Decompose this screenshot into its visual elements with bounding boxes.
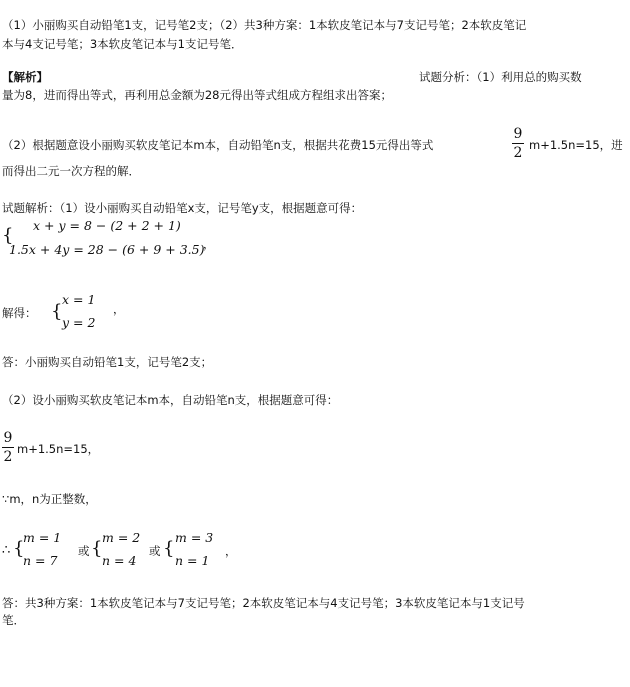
analysis-part2-tail: m+1.5n=15，进: [529, 138, 623, 152]
options-comma: ，: [225, 544, 237, 558]
fraction-denominator: 2: [513, 145, 523, 161]
option1-brace: {: [13, 538, 25, 559]
system-comma: ，: [203, 237, 215, 251]
fraction-numerator: 9: [513, 126, 523, 142]
final-answer-line-1: 答：共3种方案：1本软皮笔记本与7支记号笔；2本软皮笔记本与4支记号笔；3本软皮笔记本与1支记号: [2, 596, 525, 610]
solution-comma: ，: [113, 302, 125, 316]
system-equation-2: 1.5x + 4y = 28 − (6 + 9 + 3.5): [9, 242, 205, 257]
solution-x: x = 1: [62, 292, 96, 307]
part2-fraction: [2, 430, 14, 465]
or-2: 或: [149, 544, 161, 558]
final-answer-line-2: 笔．: [2, 613, 25, 627]
or-1: 或: [78, 544, 90, 558]
option3-brace: {: [163, 538, 175, 559]
option2-brace: {: [91, 538, 103, 559]
system-brace: {: [2, 225, 14, 246]
part2-fraction-bar: [2, 447, 14, 448]
solve-label: 解得：: [2, 306, 37, 320]
analysis-label: 【解析】: [2, 70, 48, 84]
solution-y: y = 2: [62, 315, 96, 330]
system-equation-1: x + y = 8 − (2 + 2 + 1): [33, 218, 181, 233]
part2-fraction-numerator: 9: [3, 430, 13, 446]
part2-intro: （2）设小丽购买软皮笔记本m本，自动铅笔n支，根据题意可得：: [2, 393, 339, 407]
analysis-intro: 试题分析：（1）利用总的购买数: [419, 70, 582, 84]
solution-intro: 试题解析：（1）设小丽购买自动铅笔x支，记号笔y支，根据题意可得：: [2, 201, 363, 215]
option3-n: n = 1: [175, 553, 210, 568]
analysis-intro-line2: 量为8，进而得出等式，再利用总金额为28元得出等式组成方程组求出答案；: [2, 88, 392, 102]
answer-part1: 答：小丽购买自动铅笔1支，记号笔2支；: [2, 355, 213, 369]
option2-n: n = 4: [102, 553, 137, 568]
solution-brace: {: [51, 301, 63, 322]
option1-n: n = 7: [23, 553, 58, 568]
analysis-part2: （2）根据题意设小丽购买软皮笔记本m本，自动铅笔n支，根据共花费15元得出等式: [2, 138, 434, 152]
option3-m: m = 3: [175, 530, 214, 545]
fraction-bar: [512, 143, 524, 144]
therefore-symbol: ∴: [2, 543, 11, 558]
answer-line-1: （1）小丽购买自动铅笔1支，记号笔2支；（2）共3种方案：1本软皮笔记本与7支记号笔；2本软皮笔记: [2, 18, 527, 32]
option1-m: m = 1: [23, 530, 62, 545]
positive-integer-note: ∵m，n为正整数，: [2, 492, 97, 506]
option2-m: m = 2: [102, 530, 141, 545]
analysis-fraction: [512, 126, 524, 161]
analysis-part2-line2: 而得出二元一次方程的解．: [2, 164, 140, 178]
part2-fraction-denominator: 2: [3, 449, 13, 465]
part2-equation: m+1.5n=15，: [17, 442, 100, 456]
answer-line-2: 本与4支记号笔；3本软皮笔记本与1支记号笔．: [2, 37, 243, 51]
